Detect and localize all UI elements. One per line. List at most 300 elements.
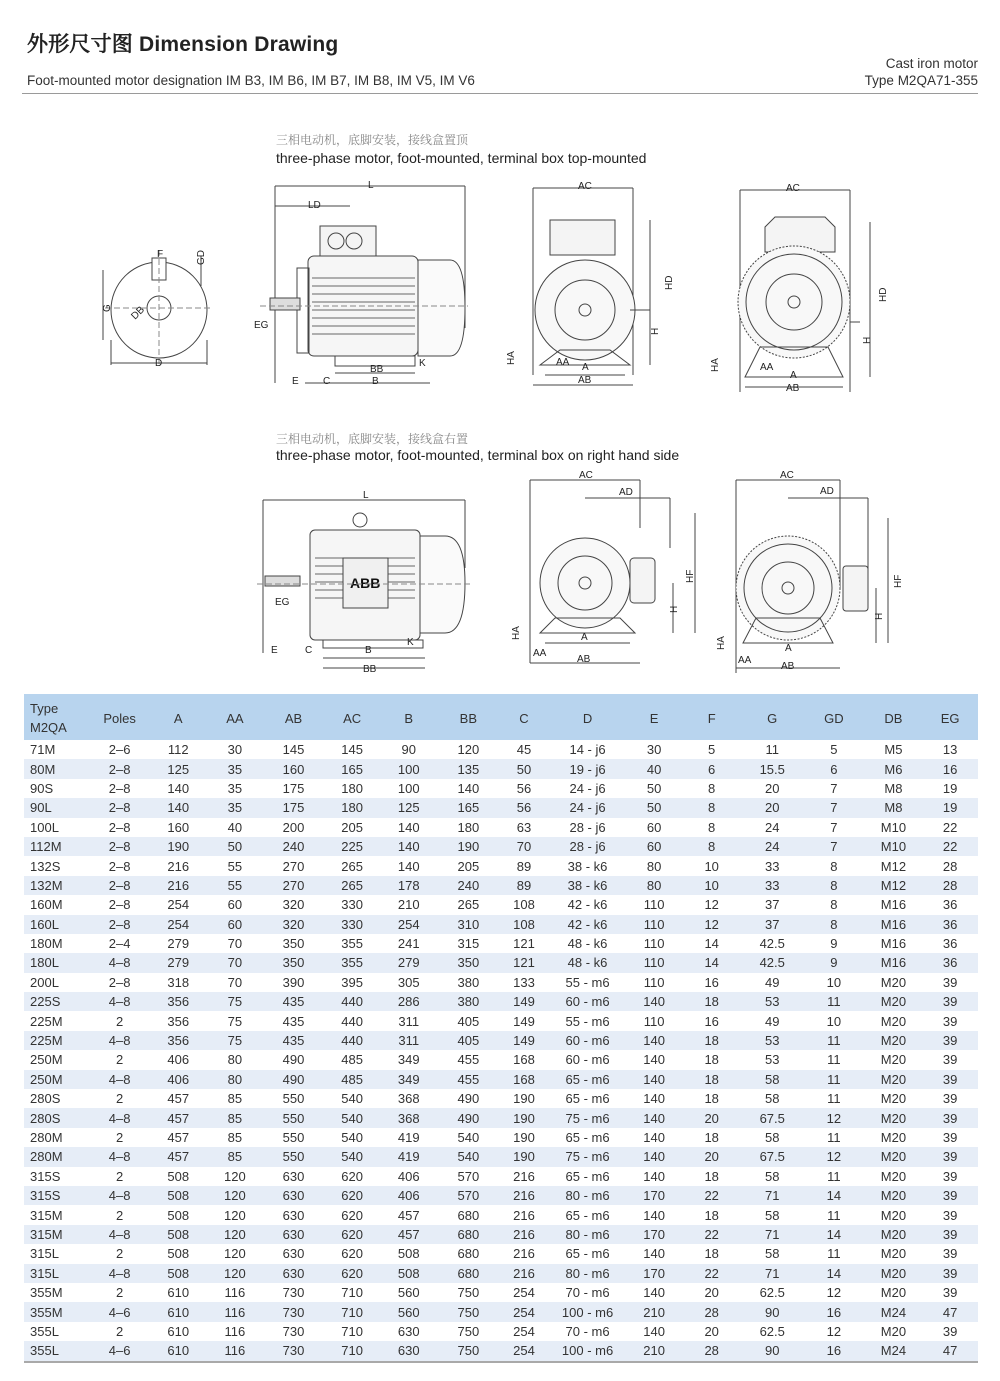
cell-poles: 2 bbox=[115, 1052, 124, 1068]
cell-eg: 39 bbox=[922, 1031, 978, 1050]
cell-b: 305 bbox=[397, 974, 420, 990]
cell-ac: 225 bbox=[324, 837, 380, 856]
cell-c: 121 bbox=[499, 953, 549, 972]
cell-eg: 39 bbox=[942, 1323, 958, 1339]
cell-eg: 39 bbox=[922, 1108, 978, 1127]
cell-ab: 270 bbox=[282, 858, 305, 874]
cell-e: 50 bbox=[626, 798, 682, 817]
cell-ab: 550 bbox=[263, 1108, 325, 1127]
cell-ab: 320 bbox=[282, 897, 305, 913]
cell-d: 42 - k6 bbox=[549, 915, 626, 934]
label-c: C bbox=[323, 376, 331, 387]
cell-ac: 330 bbox=[341, 897, 363, 913]
cell-eg: 39 bbox=[922, 1070, 978, 1089]
cell-f: 18 bbox=[704, 1168, 719, 1184]
cell-ab: 240 bbox=[263, 837, 325, 856]
cell-poles: 2–6 bbox=[108, 742, 131, 758]
cell-c: 108 bbox=[513, 897, 535, 913]
cell-c: 254 bbox=[499, 1302, 549, 1321]
cell-gd: 14 bbox=[803, 1264, 865, 1283]
side-view-right-box bbox=[255, 488, 475, 678]
cell-b: 508 bbox=[397, 1246, 420, 1262]
cell-type: 112M bbox=[24, 837, 90, 856]
cell-d: 38 - k6 bbox=[567, 858, 608, 874]
dimension-table bbox=[24, 694, 978, 1363]
cell-a: 254 bbox=[167, 897, 190, 913]
cell-bb: 750 bbox=[457, 1285, 480, 1301]
cell-b: 368 bbox=[380, 1108, 438, 1127]
cell-g: 58 bbox=[765, 1168, 780, 1184]
cell-f: 10 bbox=[704, 858, 719, 874]
cell-a: 508 bbox=[149, 1186, 207, 1205]
cell-g: 67.5 bbox=[741, 1108, 803, 1127]
table-row bbox=[24, 779, 978, 798]
cell-g: 20 bbox=[765, 780, 780, 796]
label-a: A bbox=[790, 370, 797, 381]
cell-gd: 8 bbox=[830, 897, 838, 913]
cell-g: 49 bbox=[765, 974, 780, 990]
cell-a: 356 bbox=[149, 992, 207, 1011]
cell-e: 140 bbox=[643, 1207, 665, 1223]
label-h: H bbox=[669, 605, 680, 613]
cell-bb: 680 bbox=[438, 1225, 500, 1244]
front-view-large-right-box bbox=[708, 468, 908, 678]
cell-e: 30 bbox=[646, 742, 662, 758]
cell-type: 355M bbox=[30, 1285, 63, 1301]
label-hd: HD bbox=[664, 275, 675, 290]
cell-type: 225S bbox=[24, 992, 90, 1011]
cell-c: 70 bbox=[499, 837, 549, 856]
cell-db: M20 bbox=[865, 1186, 923, 1205]
label-b: B bbox=[372, 376, 379, 387]
header-poles: Poles bbox=[90, 695, 150, 740]
cell-aa: 80 bbox=[207, 1070, 263, 1089]
cell-e: 210 bbox=[626, 1302, 682, 1321]
label-k: K bbox=[407, 637, 414, 648]
cell-e: 50 bbox=[646, 780, 662, 796]
cell-d: 42 - k6 bbox=[567, 897, 608, 913]
cell-bb: 350 bbox=[438, 953, 500, 972]
cell-poles: 2–4 bbox=[108, 936, 131, 952]
cell-c: 56 bbox=[516, 780, 532, 796]
cell-poles: 2 bbox=[115, 1091, 124, 1107]
cell-a: 508 bbox=[149, 1264, 207, 1283]
cell-db: M20 bbox=[880, 1285, 907, 1301]
cell-eg: 39 bbox=[942, 1091, 958, 1107]
cell-b: 100 bbox=[397, 780, 420, 796]
cell-ac: 440 bbox=[341, 1013, 363, 1029]
cell-e: 140 bbox=[626, 1070, 682, 1089]
cell-type: 355M bbox=[24, 1302, 90, 1321]
cell-d: 48 - k6 bbox=[549, 953, 626, 972]
cell-gd: 11 bbox=[827, 1130, 841, 1145]
cell-a: 279 bbox=[167, 936, 190, 952]
cell-ac: 440 bbox=[324, 1031, 380, 1050]
cell-f: 18 bbox=[704, 1052, 719, 1068]
cell-a: 125 bbox=[149, 759, 207, 778]
cell-e: 210 bbox=[626, 1341, 682, 1361]
cell-gd: 14 bbox=[803, 1186, 865, 1205]
label-ad: AD bbox=[619, 487, 633, 498]
cell-aa: 35 bbox=[227, 780, 243, 796]
cell-ac: 355 bbox=[324, 953, 380, 972]
cell-poles: 2–8 bbox=[108, 897, 131, 913]
cell-f: 8 bbox=[708, 819, 716, 835]
cell-c: 108 bbox=[499, 915, 549, 934]
cell-g: 42.5 bbox=[741, 953, 803, 972]
table-row bbox=[24, 992, 978, 1011]
label-ha: HA bbox=[506, 351, 517, 365]
cell-b: 349 bbox=[380, 1070, 438, 1089]
table-row bbox=[24, 1089, 978, 1108]
cell-ab: 550 bbox=[282, 1130, 305, 1145]
cell-gd: 14 bbox=[803, 1225, 865, 1244]
label-ld: LD bbox=[308, 200, 321, 211]
cell-b: 349 bbox=[397, 1052, 420, 1068]
cell-d: 24 - j6 bbox=[569, 780, 606, 796]
cell-ac: 710 bbox=[324, 1302, 380, 1321]
cell-type: 100L bbox=[30, 819, 59, 835]
cell-b: 508 bbox=[380, 1264, 438, 1283]
cell-eg: 39 bbox=[922, 1264, 978, 1283]
cell-type: 280M bbox=[30, 1130, 63, 1145]
cell-eg: 39 bbox=[942, 1285, 958, 1301]
cell-f: 18 bbox=[682, 1031, 742, 1050]
cell-b: 419 bbox=[380, 1147, 438, 1166]
cell-gd: 11 bbox=[827, 1207, 841, 1223]
cell-ac: 265 bbox=[341, 858, 363, 874]
cell-ab: 550 bbox=[282, 1091, 305, 1107]
cell-a: 406 bbox=[167, 1052, 190, 1068]
cell-d: 70 - m6 bbox=[565, 1285, 610, 1301]
cell-d: 70 - m6 bbox=[565, 1323, 610, 1339]
cell-type: 160L bbox=[24, 915, 90, 934]
cell-type: 315L bbox=[30, 1246, 59, 1262]
cell-d: 24 - j6 bbox=[549, 798, 626, 817]
cell-f: 10 bbox=[682, 876, 742, 895]
cell-poles: 2 bbox=[115, 1013, 124, 1029]
cell-poles: 2–8 bbox=[108, 974, 131, 990]
cell-bb: 165 bbox=[438, 798, 500, 817]
cell-aa: 35 bbox=[207, 798, 263, 817]
cell-type: 90S bbox=[30, 780, 54, 796]
cell-eg: 28 bbox=[942, 858, 958, 874]
cell-a: 508 bbox=[149, 1225, 207, 1244]
cell-f: 28 bbox=[682, 1341, 742, 1361]
shaft-end-drawing bbox=[95, 240, 215, 370]
cell-poles: 2–8 bbox=[90, 759, 150, 778]
cell-b: 630 bbox=[397, 1323, 420, 1339]
cell-g: 62.5 bbox=[759, 1323, 785, 1339]
cell-poles: 2 bbox=[115, 1246, 124, 1262]
cell-db: M20 bbox=[865, 1070, 923, 1089]
cell-d: 19 - j6 bbox=[549, 759, 626, 778]
cell-d: 65 - m6 bbox=[565, 1207, 610, 1223]
cell-ab: 175 bbox=[263, 798, 325, 817]
cell-aa: 30 bbox=[227, 742, 243, 758]
material-label: Cast iron motor bbox=[885, 56, 978, 71]
cell-g: 53 bbox=[741, 992, 803, 1011]
cell-aa: 120 bbox=[224, 1168, 246, 1184]
cell-db: M20 bbox=[880, 1052, 907, 1068]
cell-b: 254 bbox=[380, 915, 438, 934]
cell-e: 60 bbox=[626, 837, 682, 856]
cell-poles: 2–8 bbox=[90, 837, 150, 856]
cell-f: 12 bbox=[682, 915, 742, 934]
cell-c: 190 bbox=[513, 1130, 535, 1145]
cell-type: 315S bbox=[24, 1186, 90, 1205]
header-e: E bbox=[626, 695, 682, 740]
cell-g: 58 bbox=[741, 1070, 803, 1089]
cell-e: 140 bbox=[626, 1031, 682, 1050]
cell-e: 110 bbox=[643, 1013, 665, 1029]
cell-ab: 435 bbox=[282, 1013, 305, 1029]
cell-d: 55 - m6 bbox=[565, 974, 610, 990]
cell-eg: 19 bbox=[922, 798, 978, 817]
label-aa: AA bbox=[533, 648, 547, 659]
cell-gd: 11 bbox=[827, 1168, 841, 1184]
cell-poles: 4–8 bbox=[90, 1264, 150, 1283]
cell-g: 24 bbox=[741, 837, 803, 856]
cell-d: 28 - j6 bbox=[569, 819, 606, 835]
cell-type: 315M bbox=[24, 1225, 90, 1244]
cell-b: 90 bbox=[401, 742, 416, 758]
cell-aa: 35 bbox=[207, 759, 263, 778]
cell-ac: 330 bbox=[324, 915, 380, 934]
cell-d: 38 - k6 bbox=[549, 876, 626, 895]
cell-b: 311 bbox=[380, 1031, 438, 1050]
cell-b: 279 bbox=[380, 953, 438, 972]
cell-gd: 11 bbox=[803, 992, 865, 1011]
cell-g: 53 bbox=[741, 1031, 803, 1050]
cell-b: 100 bbox=[380, 759, 438, 778]
cell-c: 216 bbox=[513, 1207, 535, 1223]
cell-ac: 265 bbox=[324, 876, 380, 895]
cell-ab: 630 bbox=[282, 1168, 305, 1184]
cell-aa: 85 bbox=[227, 1091, 243, 1107]
table-row bbox=[24, 1128, 978, 1147]
cell-aa: 120 bbox=[207, 1186, 263, 1205]
cell-g: 58 bbox=[765, 1130, 780, 1145]
cell-eg: 13 bbox=[942, 742, 958, 758]
cell-g: 71 bbox=[741, 1225, 803, 1244]
cell-ac: 395 bbox=[341, 974, 363, 990]
cell-d: 75 - m6 bbox=[549, 1108, 626, 1127]
cell-f: 18 bbox=[704, 1130, 719, 1145]
cell-d: 60 - m6 bbox=[565, 1052, 610, 1068]
cell-ac: 165 bbox=[324, 759, 380, 778]
cell-ac: 620 bbox=[324, 1186, 380, 1205]
cell-c: 168 bbox=[513, 1052, 535, 1068]
label-e: E bbox=[271, 645, 278, 656]
cell-e: 110 bbox=[643, 936, 665, 952]
label-h: H bbox=[874, 612, 885, 620]
header-type-line1: Type bbox=[30, 701, 59, 716]
cell-eg: 19 bbox=[942, 780, 958, 796]
cell-e: 40 bbox=[626, 759, 682, 778]
cell-db: M20 bbox=[865, 1031, 923, 1050]
cell-gd: 9 bbox=[803, 953, 865, 972]
section2-caption-cn: 三相电动机，底脚安装，接线盒右置 bbox=[276, 432, 469, 446]
cell-d: 65 - m6 bbox=[565, 1091, 610, 1107]
cell-a: 610 bbox=[149, 1302, 207, 1321]
table-row bbox=[24, 837, 978, 856]
cell-b: 311 bbox=[398, 1013, 420, 1029]
cell-ac: 620 bbox=[324, 1264, 380, 1283]
cell-db: M5 bbox=[884, 742, 903, 758]
cell-g: 53 bbox=[765, 1052, 780, 1068]
cell-c: 216 bbox=[499, 1225, 549, 1244]
cell-ac: 205 bbox=[341, 819, 363, 835]
cell-c: 216 bbox=[499, 1264, 549, 1283]
cell-ac: 180 bbox=[324, 798, 380, 817]
label-f: F bbox=[157, 249, 164, 260]
cell-db: M20 bbox=[865, 1108, 923, 1127]
cell-aa: 120 bbox=[224, 1207, 246, 1223]
label-eg: EG bbox=[275, 597, 290, 608]
side-view-top-box bbox=[250, 178, 470, 388]
cell-g: 67.5 bbox=[741, 1147, 803, 1166]
cell-f: 8 bbox=[708, 780, 716, 796]
cell-d: 75 - m6 bbox=[549, 1147, 626, 1166]
label-ad: AD bbox=[820, 486, 834, 497]
label-aa: AA bbox=[556, 357, 570, 368]
cell-db: M12 bbox=[865, 876, 923, 895]
cell-db: M8 bbox=[884, 780, 903, 796]
cell-ab: 630 bbox=[282, 1207, 305, 1223]
label-hd: HD bbox=[878, 287, 889, 302]
label-d: D bbox=[155, 358, 163, 369]
cell-eg: 39 bbox=[922, 1225, 978, 1244]
cell-d: 100 - m6 bbox=[549, 1341, 626, 1361]
cell-d: 65 - m6 bbox=[565, 1246, 610, 1262]
cell-ac: 540 bbox=[341, 1091, 363, 1107]
header-divider bbox=[22, 93, 978, 94]
cell-poles: 2–8 bbox=[108, 780, 131, 796]
cell-eg: 39 bbox=[942, 1168, 958, 1184]
cell-f: 16 bbox=[704, 974, 719, 990]
header-a: A bbox=[149, 695, 207, 740]
cell-gd: 7 bbox=[830, 780, 838, 796]
cell-bb: 680 bbox=[438, 1264, 500, 1283]
label-l: L bbox=[368, 180, 374, 191]
label-e: E bbox=[292, 376, 299, 387]
table-row bbox=[24, 895, 978, 914]
cell-c: 216 bbox=[499, 1186, 549, 1205]
cell-g: 90 bbox=[741, 1341, 803, 1361]
header-ac: AC bbox=[324, 695, 380, 740]
cell-e: 140 bbox=[643, 1052, 665, 1068]
cell-e: 140 bbox=[626, 1108, 682, 1127]
cell-c: 121 bbox=[513, 936, 535, 952]
cell-g: 24 bbox=[765, 819, 780, 835]
table-row bbox=[24, 1167, 978, 1186]
cell-poles: 4–8 bbox=[90, 1070, 150, 1089]
cell-aa: 55 bbox=[207, 876, 263, 895]
front-view-small-right-box bbox=[505, 468, 705, 673]
table-row bbox=[24, 876, 978, 895]
table-row bbox=[24, 915, 978, 934]
cell-a: 610 bbox=[167, 1285, 190, 1301]
table-row bbox=[24, 1108, 978, 1127]
table-row bbox=[24, 740, 978, 759]
table-row bbox=[24, 953, 978, 972]
table-row bbox=[24, 1322, 978, 1341]
label-hf: HF bbox=[893, 574, 904, 588]
cell-ab: 390 bbox=[282, 974, 305, 990]
label-h: H bbox=[862, 336, 873, 344]
cell-e: 110 bbox=[643, 974, 665, 990]
cell-eg: 28 bbox=[922, 876, 978, 895]
cell-b: 241 bbox=[397, 936, 420, 952]
cell-aa: 60 bbox=[207, 915, 263, 934]
table-row bbox=[24, 1205, 978, 1224]
cell-bb: 310 bbox=[438, 915, 500, 934]
cell-f: 18 bbox=[704, 1207, 719, 1223]
cell-eg: 39 bbox=[942, 1052, 958, 1068]
label-aa: AA bbox=[738, 655, 752, 666]
type-range-label: Type M2QA71-355 bbox=[864, 73, 978, 88]
label-bb: BB bbox=[370, 364, 384, 375]
table-body bbox=[24, 740, 978, 1362]
cell-c: 190 bbox=[513, 1091, 535, 1107]
cell-aa: 40 bbox=[227, 819, 243, 835]
cell-bb: 570 bbox=[457, 1168, 480, 1184]
cell-a: 406 bbox=[149, 1070, 207, 1089]
cell-ab: 630 bbox=[263, 1264, 325, 1283]
page-subtitle: Foot-mounted motor designation IM B3, IM B6, IM B7, IM B8, IM V5, IM V6 bbox=[27, 73, 475, 88]
cell-eg: 47 bbox=[922, 1341, 978, 1361]
cell-poles: 2–8 bbox=[108, 858, 131, 874]
cell-d: 80 - m6 bbox=[549, 1186, 626, 1205]
cell-ac: 180 bbox=[341, 780, 363, 796]
header-f: F bbox=[682, 695, 742, 740]
cell-type: 90L bbox=[24, 798, 90, 817]
cell-aa: 85 bbox=[207, 1147, 263, 1166]
cell-g: 90 bbox=[741, 1302, 803, 1321]
cell-db: M10 bbox=[865, 837, 923, 856]
table-row bbox=[24, 1302, 978, 1321]
section1-caption-cn: 三相电动机，底脚安装，接线盒置顶 bbox=[276, 133, 469, 147]
cell-gd: 10 bbox=[826, 1013, 842, 1029]
cell-c: 63 bbox=[516, 819, 532, 835]
cell-ab: 730 bbox=[282, 1323, 305, 1339]
cell-aa: 75 bbox=[207, 1031, 263, 1050]
cell-aa: 70 bbox=[207, 953, 263, 972]
cell-f: 14 bbox=[704, 936, 719, 952]
cell-poles: 2 bbox=[115, 1285, 124, 1301]
cell-ac: 620 bbox=[341, 1168, 363, 1184]
label-c: C bbox=[305, 645, 313, 656]
header-db: DB bbox=[865, 695, 923, 740]
cell-gd: 5 bbox=[830, 742, 838, 758]
cell-db: M8 bbox=[865, 798, 923, 817]
label-ab: AB bbox=[577, 654, 591, 665]
cell-poles: 2–8 bbox=[90, 876, 150, 895]
abb-logo: ABB bbox=[350, 575, 381, 591]
cell-aa: 120 bbox=[224, 1246, 246, 1262]
cell-db: M20 bbox=[865, 992, 923, 1011]
cell-bb: 315 bbox=[457, 936, 480, 952]
label-db: DB bbox=[129, 304, 147, 323]
cell-eg: 39 bbox=[922, 1186, 978, 1205]
cell-e: 110 bbox=[626, 953, 682, 972]
cell-aa: 116 bbox=[224, 1323, 246, 1339]
label-b: B bbox=[365, 645, 372, 656]
cell-a: 216 bbox=[149, 876, 207, 895]
cell-b: 210 bbox=[397, 897, 420, 913]
cell-aa: 85 bbox=[227, 1130, 243, 1145]
